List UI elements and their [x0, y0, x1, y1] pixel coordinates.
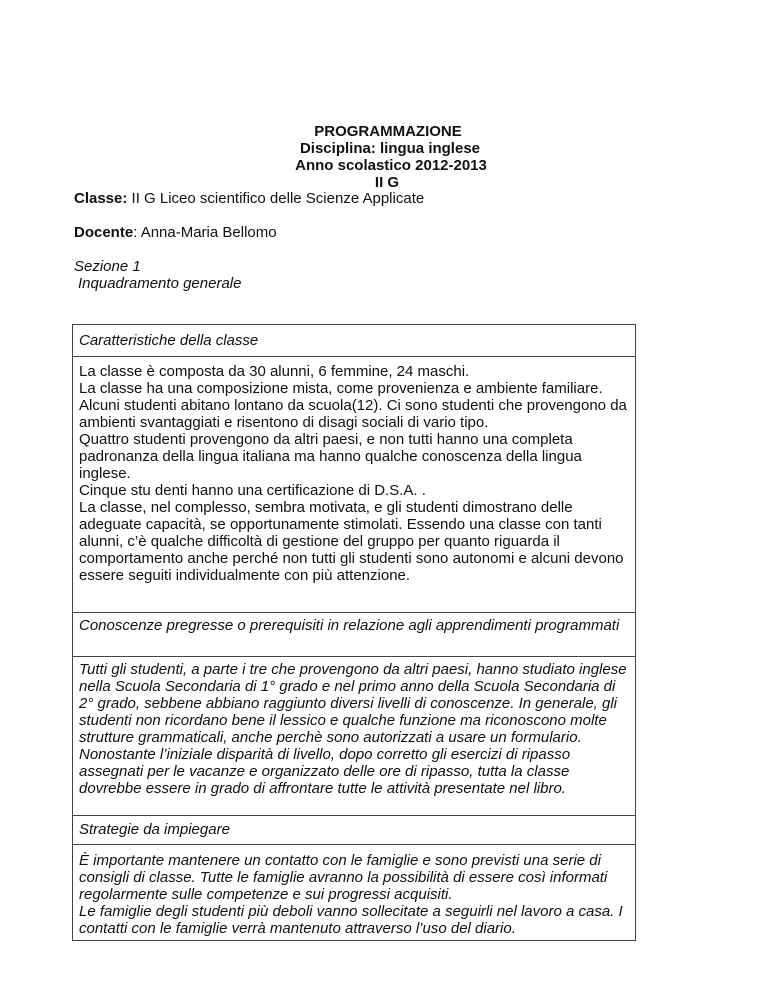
document-header	[0, 123, 768, 191]
paragraph: Quattro studenti provengono da altri paesi, e non tutti hanno una completa padronanza della lingua italiana ma hanno qualche conoscenza della lingua inglese.	[79, 431, 582, 482]
paragraph: La classe ha una composizione mista, come provenienza e ambiente familiare. Alcuni studenti abitano lontano da scuola(12). Ci sono studenti che provengono da ambienti svantaggiati e risentono di disagi sociali di vario tipo.	[79, 380, 627, 431]
table-row-heading-strategie	[73, 815, 635, 844]
row-heading: Caratteristiche della classe	[79, 332, 259, 349]
anno-scolastico-line: Anno scolastico 2012-2013	[295, 157, 487, 174]
table-row-caratteristiche	[73, 356, 635, 612]
row-heading: Strategie da impiegare	[79, 821, 230, 838]
sezione-title: Sezione 1	[74, 258, 141, 275]
document-title: PROGRAMMAZIONE	[314, 123, 462, 140]
paragraph: La classe è composta da 30 alunni, 6 femmine, 24 maschi.	[79, 363, 470, 380]
paragraph: La classe, nel complesso, sembra motivata, e gli studenti dimostrano delle adeguate capacità, se opportunamente stimolati. Essendo una classe con tanti alunni, c’è qualche difficoltà di gestione del gruppo per quanto riguarda il comportamento anche perché non tutti gli studenti sono autonomi e alcuni devono essere seguiti individualmente con più attenzione.	[79, 499, 624, 584]
classe-value: II G Liceo scientifico delle Scienze Applicate	[127, 190, 425, 207]
table-row-heading-caratteristiche	[73, 325, 635, 356]
classe-line	[74, 190, 674, 207]
docente-value: : Anna-Maria Bellomo	[133, 224, 277, 241]
table-row-strategie	[73, 844, 635, 940]
disciplina-line: Disciplina: lingua inglese	[299, 140, 481, 157]
docente-line	[74, 224, 674, 241]
table-row-heading-conoscenze	[73, 612, 635, 656]
paragraph: È importante mantenere un contatto con le famiglie e sono previsti una serie di consigli di classe. Tutte le famiglie avranno la possibilità di essere così informati regolarmente sulle competenze e sui progressi acquisiti.	[79, 852, 608, 903]
table-row-conoscenze	[73, 656, 635, 815]
paragraph: Cinque stu denti hanno una certificazione di D.S.A. .	[79, 482, 426, 499]
classe-code-line: II G	[374, 174, 400, 191]
paragraph: Le famiglie degli studenti più deboli vanno sollecitate a seguirli nel lavoro a casa. I contatti con le famiglie verrà mantenuto attraverso l’uso del diario.	[79, 903, 623, 937]
row-heading: Conoscenze pregresse o prerequisiti in relazione agli apprendimenti programmati	[79, 617, 620, 634]
classe-label: Classe:	[74, 190, 128, 207]
content-table	[72, 324, 636, 941]
sezione-block	[74, 258, 674, 292]
sezione-subtitle: Inquadramento generale	[78, 275, 242, 292]
docente-label: Docente	[74, 224, 134, 241]
paragraph: Tutti gli studenti, a parte i tre che provengono da altri paesi, hanno studiato inglese nella Scuola Secondaria di 1° grado e nel primo anno della Scuola Secondaria di 2° grado, sebbene abbiano raggiunto diversi livelli di conoscenze. In generale, gli studenti non ricordano bene il lessico e qualche funzione ma riconoscono molte strutture grammaticali, anche perchè sono autorizzati a usare un formulario.	[79, 661, 627, 746]
paragraph: Nonostante l’iniziale disparità di livello, dopo corretto gli esercizi di ripasso assegnati per le vacanze e organizzato delle ore di ripasso, tutta la classe dovrebbe essere in grado di affrontare tutte le attività presentate nel libro.	[79, 746, 571, 797]
